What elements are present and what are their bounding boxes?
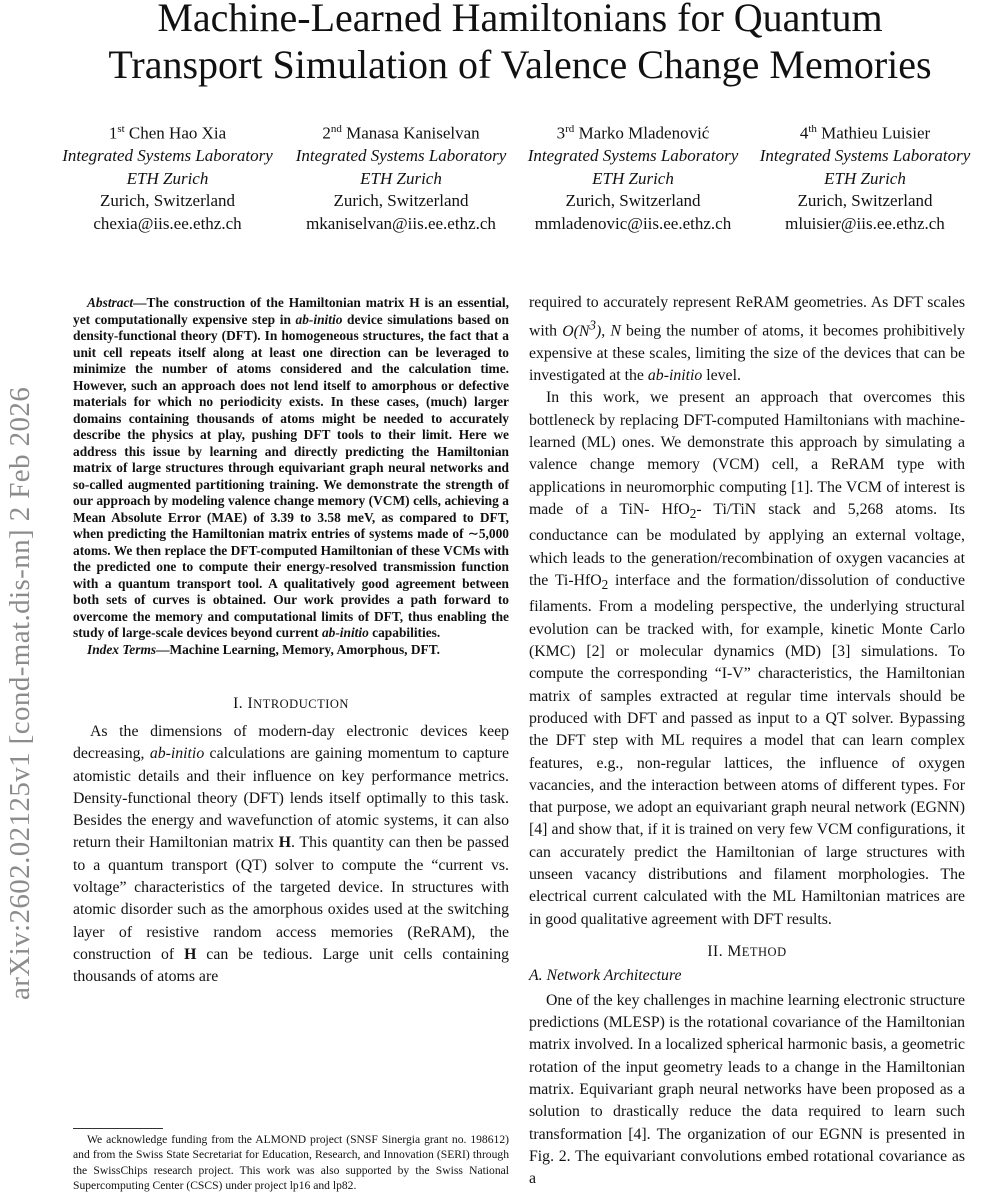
author-email: mluisier@iis.ee.ethz.ch [785,213,945,233]
author-name: 2nd Manasa Kaniselvan [322,123,480,143]
title-line-2: Transport Simulation of Valence Change Memories [108,42,932,87]
left-column [73,295,509,989]
author-name: 4th Mathieu Luisier [799,123,931,143]
subsection-network-architecture: A. Network Architecture [529,966,682,984]
index-terms: Index Terms—Machine Learning, Memory, Amorphous, DFT. [87,641,440,657]
author-lab: Integrated Systems Laboratory [62,146,273,166]
introduction-paragraph-2: In this work, we present an approach that overcomes this bottleneck by replacing DFT-computed Hamiltonians with machine-learned (ML) ones. We demonstrate this approach by simulating a valence change memory (VCM) cell, a ReRAM type with applications in neuromorphic computing [1]. The VCM of interest is made of a TiN- HfO$_2$- Ti/TiN stack and 5,268 atoms. Its conductance can be modulated by applying an external voltage, which leads to the generation/recombination of oxygen vacancies at the Ti-HfO$_2$ interface and the formation/dissolution of conductive filaments. From a modeling perspective, the underlying structural evolution can be tracked with, for example, kinetic Monte Carlo (KMC) [2] or molecular dynamics (MD) [3] simulations. To compute the corresponding “I-V” characteristics, the Hamiltonian matrix of samples extracted at regular time intervals should be produced with DFT and passed as input to a QT solver. Bypassing the DFT step with ML requires a model that can learn complex features, e.g., non-regular lattices, the influence of oxygen vacancies, and the interaction between atoms of different types. For that purpose, we adopt an equivariant graph neural network (EGNN) [4] and show that, if it is trained on very few VCM configurations, it can accurately predict the Hamiltonian of large structures with unseen vacancy distributions and filament morphologies. The electrical current calculated with the ML Hamiltonian matrices are in good qualitative agreement with DFT results. [529,389,965,928]
author-block [50,118,985,235]
footnote-divider [73,1128,163,1129]
author-1 [50,118,285,235]
introduction-paragraph: As the dimensions of modern-day electronic devices keep decreasing, ab-initio calculations are gaining momentum to capture atomistic details and their influence on key performance metrics. Density-functional theory (DFT) lends itself optimally to this task. Besides the energy and wavefunction of atomic systems, it can also return their Hamiltonian matrix H. This quantity can then be passed to a quantum transport (QT) solver to compute the “current vs. voltage” characteristics of the targeted device. In structures with atomic disorder such as the amorphous oxides used at the switching layer of resistive random access memories (ReRAM), the construction of H can be tedious. Large unit cells containing thousands of atoms are [73,723,510,986]
title-line-1: Machine-Learned Hamiltonians for Quantum [157,0,883,40]
author-lab: Integrated Systems Laboratory [527,146,739,166]
author-email: mmladenovic@iis.ee.ethz.ch [534,213,732,233]
author-institution: ETH Zurich [126,168,209,188]
author-3 [517,118,749,235]
paper-title [40,0,985,88]
author-location: Zurich, Switzerland [99,191,235,211]
author-location: Zurich, Switzerland [797,191,933,211]
section-heading-introduction: I. INTRODUCTION [233,695,349,712]
arxiv-identifier: arXiv:2602.02125v1 [cond-mat.dis-nn] 2 Feb 2026 [4,386,36,1000]
introduction-continuation: required to accurately represent ReRAM geometries. As DFT scales with $O(N^3)$, N being the number of atoms, it becomes prohibitively expensive at these scales, limiting the size of the devices that can be investigated at the ab-initio level. [529,294,965,385]
author-institution: ETH Zurich [592,168,674,188]
author-institution: ETH Zurich [360,168,442,188]
author-email: mkaniselvan@iis.ee.ethz.ch [306,213,496,233]
author-location: Zurich, Switzerland [333,191,469,211]
author-institution: ETH Zurich [824,168,906,188]
author-lab: Integrated Systems Laboratory [759,146,971,166]
author-location: Zurich, Switzerland [565,191,701,211]
author-2 [285,118,517,235]
section-heading-method: II. METHOD [707,942,787,960]
author-4 [749,118,981,235]
method-paragraph: One of the key challenges in machine learning electronic structure predictions (MLESP) is the rotational covariance of the Hamiltonian matrix involved. In a localized spherical harmonic basis, a geometric rotation of the input geometry leads to a change in the Hamiltonian matrix. Equivariant graph neural networks have been proposed as a solution to drastically reduce the data required to learn such transformation [4]. The organization of our EGNN is presented in Fig. 2. The equivariant convolutions embed rotational covariance as a [529,991,965,1188]
author-email: chexia@iis.ee.ethz.ch [93,213,242,233]
footnote-acknowledgment: We acknowledge funding from the ALMOND project (SNSF Sinergia grant no. 198612) and from the Swiss State Secretariat for Education, Research, and Innovation (SERI) through the SwissChips research project. This work was also supported by the Swiss National Supercomputing Center (CSCS) under project lp16 and lp82. [73,1133,509,1192]
author-name: 3rd Marko Mladenović [556,123,710,143]
right-column [529,292,965,1191]
author-name: 1st Chen Hao Xia [108,123,227,143]
abstract: Abstract—The construction of the Hamiltonian matrix H is an essential, yet computationally expensive step in ab-initio device simulations based on density-functional theory (DFT). In homogeneous structures, the fact that a unit cell repeats itself along at least one direction can be leveraged to minimize the number of atoms considered and the calculation time. However, such an approach does not lend itself to amorphous or defective materials for which no periodicity exists. In these cases, (much) larger domains containing thousands of atoms might be needed to accurately describe the physics at play, pushing DFT tools to their limit. Here we address this issue by learning and directly predicting the Hamiltonian matrix of large structures through equivariant graph neural networks and so-called augmented partitioning training. We demonstrate the strength of our approach by modeling valence change memory (VCM) cells, achieving a Mean Absolute Error (MAE) of 3.39 to 3.58 meV, as compared to DFT, when predicting the Hamiltonian matrix entries of systems made of ∼5,000 atoms. We then replace the DFT-computed Hamiltonian of these VCMs with the predicted one to compute their energy-resolved transmission function with a quantum transport tool. A qualitatively good agreement between both sets of curves is obtained. Our work provides a path forward to overcome the memory and computational limits of DFT, thus enabling the study of large-scale devices beyond current ab-initio capabilities. [73,295,509,640]
author-lab: Integrated Systems Laboratory [295,146,507,166]
